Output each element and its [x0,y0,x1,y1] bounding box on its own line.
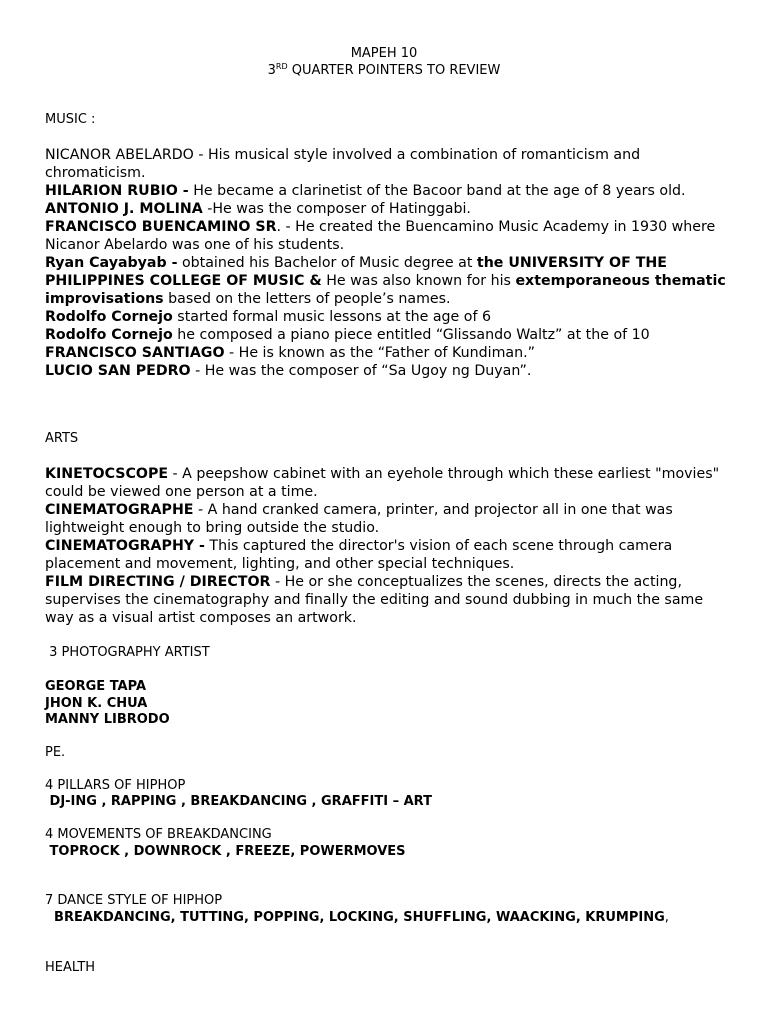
photographer-list [45,679,170,729]
arts-entry [45,537,729,573]
entry-name: NICANOR ABELARDO [45,147,194,163]
music-section [45,146,729,380]
entry-name: CINEMATOGRAPHE [45,502,194,518]
music-entry [45,218,729,254]
music-entry [45,146,729,182]
entry-name: LUCIO SAN PEDRO [45,363,191,379]
music-entry [45,362,729,380]
music-entry [45,182,729,200]
entry-text: This captured the director's vision of each scene through camera placement and movement, lighting, and other special techniques. [45,538,673,572]
entry-text: started formal music lessons at the age of 6 [172,309,492,325]
entry-text: - He is known as the “Father of Kundiman.” [224,345,535,361]
health-heading: HEALTH [45,960,96,975]
dance-styles-list [45,910,669,927]
entry-text: - A peepshow cabinet with an eyehole through which these earliest "movies" could be viewed one person at a time. [45,466,720,500]
dance-styles-heading: 7 DANCE STYLE OF HIPHOP [45,893,223,908]
music-entry [45,326,729,344]
movements-list [45,844,406,861]
entry-text: - He or she conceptualizes the scenes, directs the acting, supervises the cinematography and finally the editing and sound dubbing in much the same way as a visual artist composes an artwork. [45,574,704,626]
entry-text: - He was the composer of “Sa Ugoy ng Duyan”. [190,363,532,379]
document-subtitle [0,63,768,79]
movements-text: TOPROCK , DOWNROCK , FREEZE, POWERMOVES [45,844,406,859]
entry-bold-text: extemporaneous thematic improvisations [45,273,726,307]
photographer-name: MANNY LIBRODO [45,712,170,727]
dance-styles-items: BREAKDANCING, TUTTING, POPPING, LOCKING, SHUFFLING, WAACKING, KRUMPING [45,910,665,925]
quarter-superscript: RD [275,62,288,71]
entry-name: FILM DIRECTING / DIRECTOR [45,574,271,590]
movements-heading: 4 MOVEMENTS OF BREAKDANCING [45,827,272,842]
arts-entry [45,465,729,501]
pe-heading: PE. [45,745,66,760]
entry-name: FRANCISCO BUENCAMINO SR [45,219,277,235]
entry-text: -He was the composer of Hatinggabi. [202,201,471,217]
entry-name: Ryan Cayabyab - [45,255,178,271]
music-heading: MUSIC : [45,112,96,127]
pillars-list [45,794,432,811]
entry-text: - A hand cranked camera, printer, and projector all in one that was lightweight enough to bring outside the studio. [45,502,673,536]
entry-text: - His musical style involved a combination of romanticism and chromaticism. [45,147,641,181]
photography-heading: 3 PHOTOGRAPHY ARTIST [45,645,210,660]
entry-name: Rodolfo Cornejo [45,327,173,343]
music-entry [45,308,729,326]
entry-text: He became a clarinetist of the Bacoor band at the age of 8 years old. [188,183,686,199]
subtitle-text: QUARTER POINTERS TO REVIEW [287,63,501,78]
entry-name: KINETOCSCOPE [45,466,169,482]
entry-name: Rodolfo Cornejo [45,309,173,325]
entry-text: He was also known for his [321,273,516,289]
music-entry [45,254,729,308]
arts-section [45,465,729,627]
arts-heading: ARTS [45,431,79,446]
entry-text: based on the letters of people’s names. [163,291,451,307]
pillars-heading: 4 PILLARS OF HIPHOP [45,778,186,793]
entry-bold-text: the UNIVERSITY OF THE PHILIPPINES COLLEGE OF MUSIC & [45,255,667,289]
dance-styles-trailing-comma: , [664,910,669,925]
arts-entry [45,501,729,537]
entry-name: HILARION RUBIO - [45,183,189,199]
pillars-text: DJ-ING , RAPPING , BREAKDANCING , GRAFFITI – ART [45,794,432,809]
quarter-number: 3 [267,63,276,78]
music-entry [45,200,729,218]
arts-entry [45,573,729,627]
entry-text: . - He created the Buencamino Music Academy in 1930 where Nicanor Abelardo was one of his students. [45,219,716,253]
music-entry [45,344,729,362]
photographer-name: JHON K. CHUA [45,695,148,711]
entry-text: obtained his Bachelor of Music degree at [177,255,477,271]
document-title: MAPEH 10 [350,46,418,61]
entry-text: he composed a piano piece entitled “Glissando Waltz” at the of 10 [172,327,650,343]
entry-name: ANTONIO J. MOLINA [45,201,203,217]
photographer-name: GEORGE TAPA [45,679,147,694]
entry-name: CINEMATOGRAPHY - [45,538,205,554]
dance-styles-text [45,910,669,927]
entry-name: FRANCISCO SANTIAGO [45,345,225,361]
